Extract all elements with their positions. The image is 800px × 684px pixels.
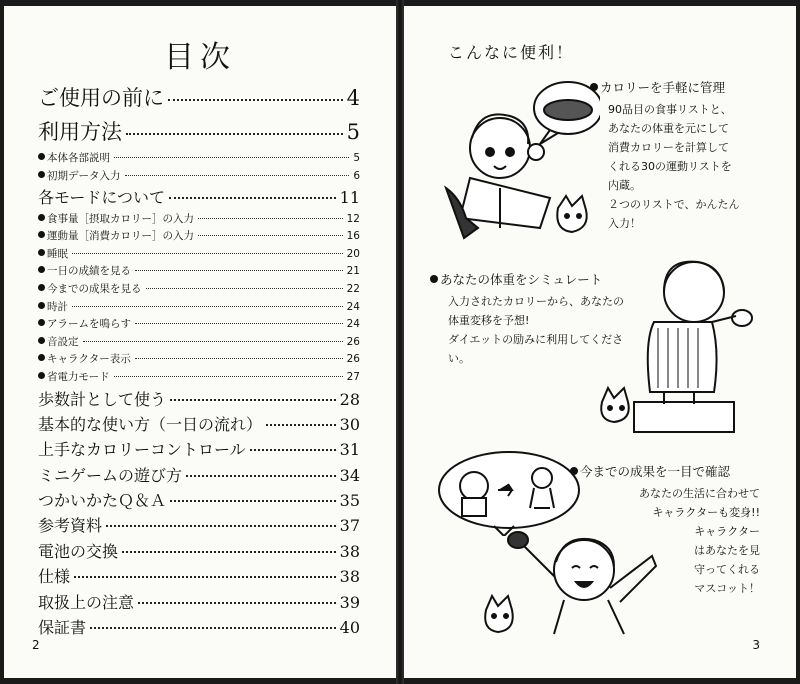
toc-leader-dots — [266, 424, 336, 426]
book-spine — [396, 0, 404, 684]
toc-entry — [38, 334, 360, 352]
toc-entry-page: 22 — [346, 282, 360, 295]
bullet-icon — [38, 319, 45, 326]
toc-entry-page: 24 — [346, 300, 360, 313]
feature-heading: カロリーを手軽に管理 — [590, 78, 790, 96]
page-number-right: 3 — [752, 638, 760, 652]
toc-leader-dots — [138, 602, 336, 604]
toc-entry-page: 5 — [346, 120, 360, 144]
toc-entry-page: 16 — [346, 230, 360, 243]
bullet-icon — [570, 467, 578, 475]
left-page — [4, 6, 396, 678]
toc-entry-page: 34 — [339, 465, 360, 485]
toc-leader-dots — [90, 627, 336, 629]
toc-entry — [38, 116, 360, 150]
bullet-icon — [38, 153, 45, 160]
toc-leader-dots — [72, 253, 343, 254]
toc-entry-page: 4 — [346, 86, 360, 110]
character-transform-illustration — [434, 446, 584, 536]
toc-leader-dots — [74, 576, 336, 578]
page-number-left: 2 — [32, 638, 40, 652]
toc-entry — [38, 263, 360, 281]
bullet-icon — [38, 249, 45, 256]
feature-calorie — [590, 78, 790, 233]
table-of-contents — [38, 82, 360, 640]
bullet-icon — [430, 275, 438, 283]
toc-entry — [38, 351, 360, 369]
toc-entry-label: 仕様 — [38, 567, 71, 587]
toc-entry — [38, 513, 360, 538]
toc-entry — [38, 412, 360, 437]
toc-leader-dots — [122, 551, 336, 553]
toc-entry-label: 初期データ入力 — [38, 168, 121, 183]
toc-entry-page: 5 — [353, 152, 360, 164]
toc-entry-page: 26 — [346, 353, 360, 366]
toc-entry-label: 睡眠 — [38, 246, 68, 261]
toc-leader-dots — [125, 175, 350, 176]
toc-entry — [38, 387, 360, 412]
toc-entry — [38, 539, 360, 564]
toc-entry — [38, 228, 360, 246]
toc-leader-dots — [170, 399, 336, 401]
toc-entry-label: ご使用の前に — [38, 86, 164, 110]
toc-entry — [38, 590, 360, 615]
toc-entry-label: ミニゲームの遊び方 — [38, 465, 183, 485]
bullet-icon — [38, 302, 45, 309]
toc-entry-page: 12 — [346, 212, 360, 225]
toc-entry-label: 時計 — [38, 299, 68, 314]
toc-entry-label: 参考資料 — [38, 516, 103, 536]
toc-entry — [38, 211, 360, 229]
bullet-icon — [38, 231, 45, 238]
toc-entry-label: 各モードについて — [38, 188, 166, 208]
toc-entry-page: 38 — [339, 567, 360, 587]
toc-entry-page: 27 — [346, 370, 360, 383]
toc-entry — [38, 316, 360, 334]
toc-leader-dots — [72, 306, 343, 307]
toc-entry — [38, 246, 360, 264]
toc-entry — [38, 463, 360, 488]
bullet-icon — [38, 354, 45, 361]
toc-leader-dots — [198, 235, 343, 236]
bullet-icon — [38, 337, 45, 344]
toc-leader-dots — [250, 449, 336, 451]
toc-entry-label: 一日の成績を見る — [38, 263, 131, 278]
toc-entry-label: 音設定 — [38, 334, 79, 349]
toc-leader-dots — [135, 270, 343, 271]
toc-entry-label: キャラクター表示 — [38, 351, 131, 366]
toc-entry-label: 運動量［消費カロリー］の入力 — [38, 228, 194, 243]
toc-entry-page: 31 — [339, 440, 360, 460]
bullet-icon — [38, 284, 45, 291]
toc-entry-label: 今までの成果を見る — [38, 281, 142, 296]
toc-leader-dots — [198, 218, 343, 219]
toc-entry — [38, 82, 360, 116]
toc-entry-page: 40 — [339, 618, 360, 638]
bullet-icon — [38, 214, 45, 221]
cheering-girl-illustration — [484, 526, 664, 636]
toc-entry-page: 20 — [346, 247, 360, 260]
toc-entry-label: 電池の交換 — [38, 541, 119, 561]
toc-entry-page: 24 — [346, 318, 360, 331]
toc-entry-page: 11 — [339, 188, 360, 208]
toc-entry-label: 基本的な使い方（一日の流れ） — [38, 414, 263, 434]
toc-entry — [38, 150, 360, 168]
toc-leader-dots — [135, 358, 343, 359]
right-page — [404, 6, 796, 678]
feature-heading: 今までの成果を一目で確認 — [570, 462, 790, 480]
toc-entry — [38, 615, 360, 640]
toc-entry-label: 利用方法 — [38, 120, 122, 144]
girl-reading-illustration — [440, 78, 600, 248]
toc-leader-dots — [126, 133, 343, 135]
toc-leader-dots — [169, 197, 336, 199]
toc-entry — [38, 168, 360, 186]
toc-entry — [38, 281, 360, 299]
toc-entry — [38, 185, 360, 210]
girl-on-scale-illustration — [594, 252, 774, 442]
toc-entry — [38, 369, 360, 387]
toc-entry-page: 35 — [339, 491, 360, 511]
toc-entry-page: 30 — [339, 414, 360, 434]
toc-entry — [38, 564, 360, 589]
toc-entry — [38, 437, 360, 462]
bullet-icon — [38, 171, 45, 178]
feature-heading: あなたの体重をシミュレート — [430, 270, 650, 288]
toc-entry-page: 37 — [339, 516, 360, 536]
toc-entry-label: アラームを鳴らす — [38, 316, 131, 331]
toc-leader-dots — [106, 525, 336, 527]
toc-leader-dots — [170, 500, 336, 502]
toc-entry-page: 38 — [339, 541, 360, 561]
toc-leader-dots — [186, 475, 336, 477]
toc-leader-dots — [114, 376, 343, 377]
toc-title: 目次 — [164, 40, 236, 75]
toc-entry — [38, 299, 360, 317]
toc-entry-label: 食事量［摂取カロリー］の入力 — [38, 211, 194, 226]
toc-entry-label: 省電力モード — [38, 369, 110, 384]
toc-leader-dots — [146, 288, 343, 289]
toc-entry-page: 6 — [353, 169, 360, 182]
toc-leader-dots — [168, 99, 343, 101]
feature-body: 入力されたカロリーから、あなたの 体重変移を予想! ダイエットの励みに利用してくださ い。 — [448, 295, 624, 365]
toc-entry — [38, 488, 360, 513]
bullet-icon — [38, 372, 45, 379]
toc-entry-label: 上手なカロリーコントロール — [38, 440, 246, 460]
toc-entry-page: 39 — [339, 592, 360, 612]
toc-entry-label: 取扱上の注意 — [38, 592, 135, 612]
toc-entry-label: 歩数計として使う — [38, 389, 167, 409]
toc-entry-page: 28 — [339, 389, 360, 409]
toc-entry-page: 26 — [346, 335, 360, 348]
feature-body: あなたの生活に合わせて キャラクターも変身!! キャラクター はあなたを見 守ってくれる マスコット！ — [639, 487, 760, 595]
toc-leader-dots — [114, 157, 349, 158]
toc-entry-label: 保証書 — [38, 618, 87, 638]
feature-body: 90品目の食事リストと、 あなたの体重を元にして 消費カロリーを計算して くれる30の運動リストを 内蔵。 ２つのリストで、かんたん 入力！ — [608, 103, 740, 230]
bullet-icon — [38, 266, 45, 273]
toc-entry-label: つかいかたＱ＆Ａ — [38, 491, 167, 511]
right-page-title: こんなに便利！ — [448, 43, 575, 62]
toc-entry-label: 本体各部説明 — [38, 150, 110, 165]
toc-leader-dots — [135, 323, 343, 324]
toc-leader-dots — [83, 341, 343, 342]
toc-entry-page: 21 — [346, 265, 360, 278]
